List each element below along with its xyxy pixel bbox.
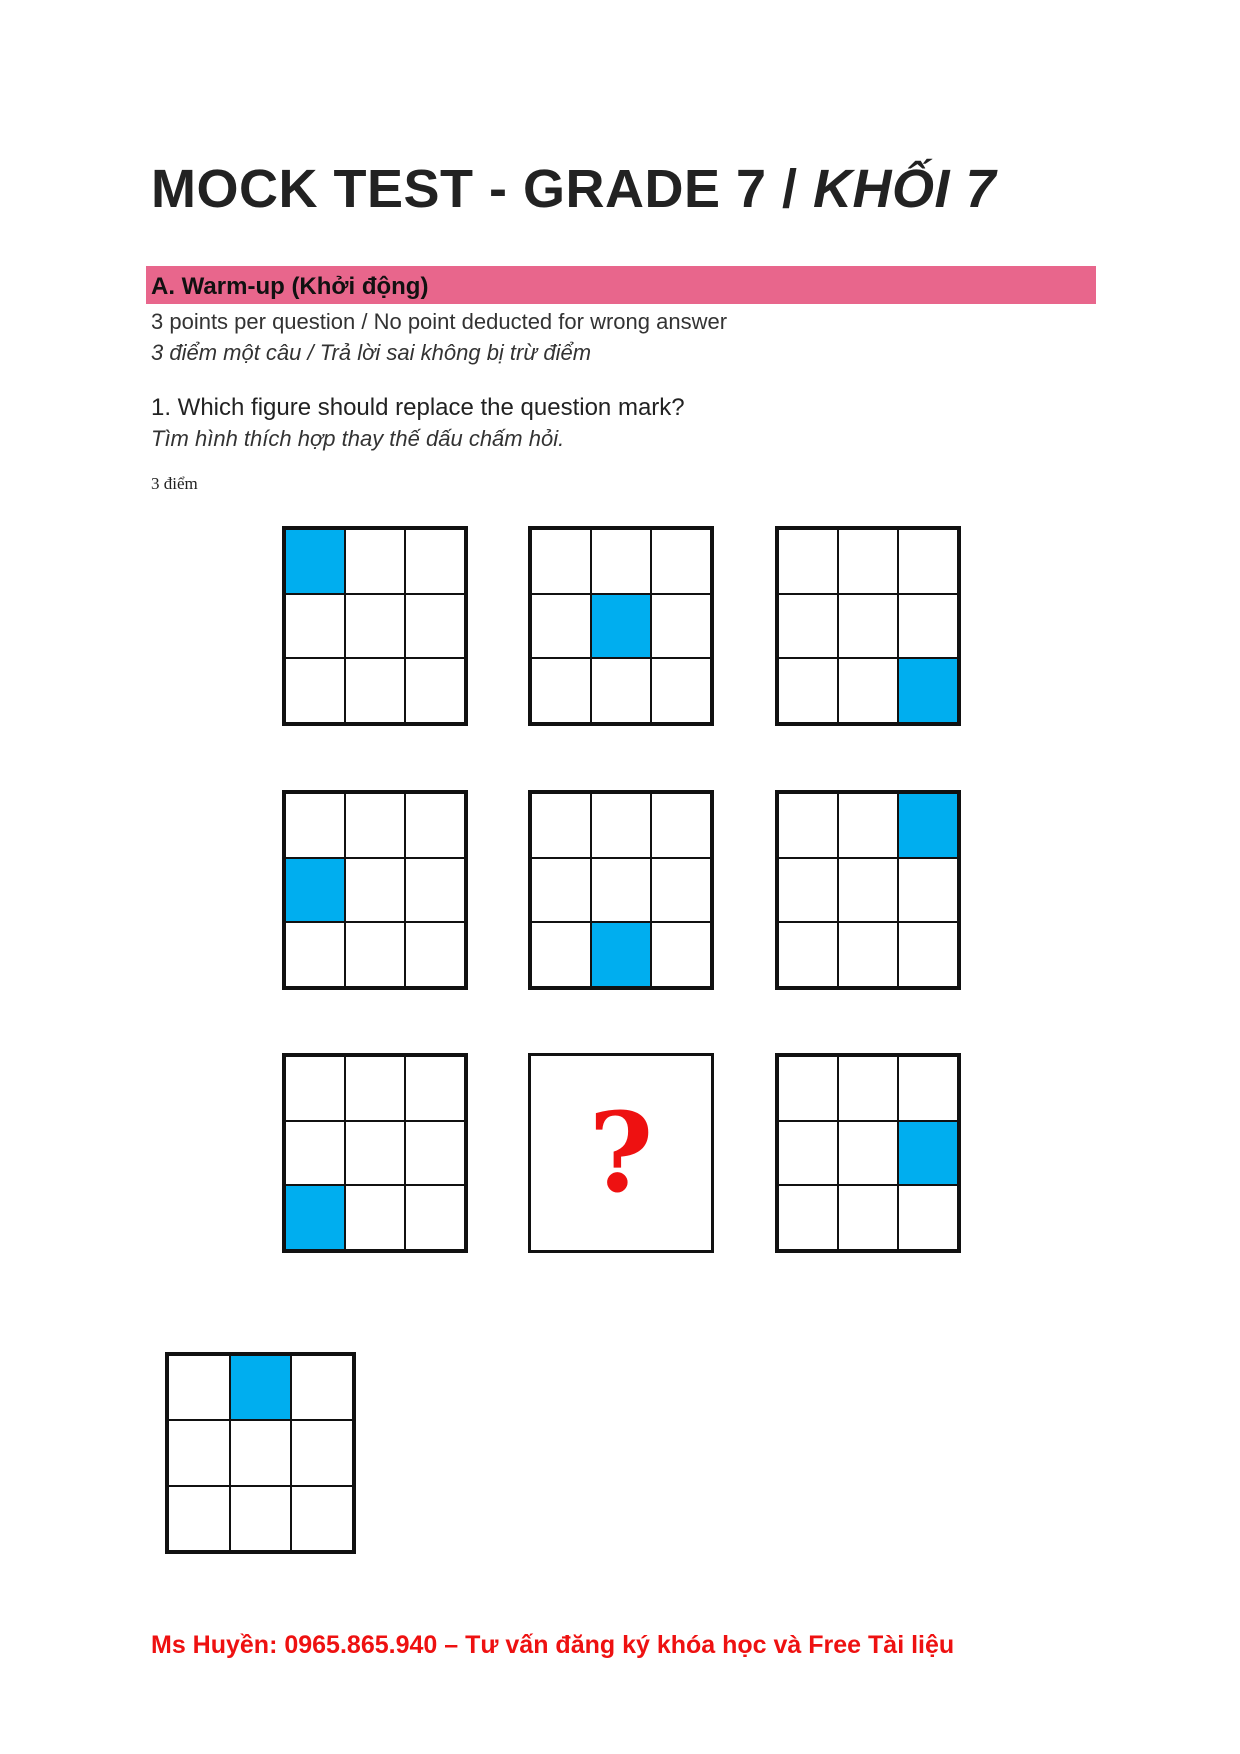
puzzle-figure-2	[528, 526, 714, 726]
points-note-en: 3 points per question / No point deducted for wrong answer	[151, 309, 728, 334]
grid-cell	[345, 594, 405, 659]
grid-cell	[345, 1056, 405, 1121]
grid-cell	[345, 922, 405, 987]
grid-cell	[285, 1121, 345, 1186]
puzzle-figure-7	[282, 1053, 468, 1253]
grid-cell	[345, 1185, 405, 1250]
grid-cell	[838, 1056, 898, 1121]
grid-cell	[838, 529, 898, 594]
grid-cell	[291, 1420, 353, 1485]
grid-cell	[838, 658, 898, 723]
grid-cell	[778, 1121, 838, 1186]
grid-cell	[405, 793, 465, 858]
grid-cell	[838, 1121, 898, 1186]
grid-cell	[405, 1185, 465, 1250]
grid-cell	[778, 1056, 838, 1121]
grid-cell	[345, 1121, 405, 1186]
grid-cell	[591, 529, 651, 594]
grid-cell	[531, 858, 591, 923]
grid-cell-filled	[591, 594, 651, 659]
page-title	[151, 158, 996, 220]
grid-cell	[898, 1056, 958, 1121]
grid-cell-filled	[285, 858, 345, 923]
puzzle-figure-1	[282, 526, 468, 726]
grid-cell	[230, 1420, 292, 1485]
puzzle-figure-9	[775, 1053, 961, 1253]
question-text: 1. Which figure should replace the question mark?	[151, 394, 685, 421]
grid-cell	[285, 1056, 345, 1121]
grid-cell	[285, 594, 345, 659]
grid-cell	[531, 922, 591, 987]
puzzle-figure-4	[282, 790, 468, 990]
puzzle-figure-3	[775, 526, 961, 726]
grid-cell	[168, 1355, 230, 1420]
grid-cell	[651, 594, 711, 659]
title-main: MOCK TEST - GRADE 7 /	[151, 159, 814, 219]
answer-option-figure[interactable]	[165, 1352, 356, 1554]
grid-cell	[345, 658, 405, 723]
grid-cell	[778, 922, 838, 987]
question-score: 3 điểm	[151, 474, 198, 493]
puzzle-figure-6	[775, 790, 961, 990]
grid-cell	[531, 594, 591, 659]
grid-cell	[591, 858, 651, 923]
question-text-vi: Tìm hình thích hợp thay thế dấu chấm hỏi.	[151, 426, 565, 451]
grid-cell	[405, 594, 465, 659]
grid-cell	[898, 529, 958, 594]
grid-cell-filled	[898, 793, 958, 858]
grid-cell	[838, 594, 898, 659]
footer-contact: Ms Huyền: 0965.865.940 – Tư vấn đăng ký khóa học và Free Tài liệu	[151, 1631, 955, 1659]
grid-cell	[778, 858, 838, 923]
points-note-vi: 3 điểm một câu / Trả lời sai không bị trừ điểm	[151, 340, 592, 365]
grid-cell-filled	[285, 529, 345, 594]
grid-cell	[405, 858, 465, 923]
grid-cell	[838, 793, 898, 858]
grid-cell	[651, 922, 711, 987]
grid-cell	[345, 529, 405, 594]
grid-cell	[291, 1355, 353, 1420]
grid-cell	[168, 1420, 230, 1485]
grid-cell	[591, 793, 651, 858]
grid-cell	[168, 1486, 230, 1551]
grid-cell	[405, 922, 465, 987]
grid-cell	[898, 1185, 958, 1250]
puzzle-figure-5	[528, 790, 714, 990]
grid-cell	[405, 1056, 465, 1121]
grid-cell	[778, 793, 838, 858]
grid-cell	[838, 858, 898, 923]
grid-cell	[651, 793, 711, 858]
question-mark: ?	[588, 1088, 654, 1217]
grid-cell	[531, 529, 591, 594]
grid-cell	[838, 922, 898, 987]
grid-cell	[651, 529, 711, 594]
grid-cell	[778, 1185, 838, 1250]
grid-cell	[778, 529, 838, 594]
section-title: A. Warm-up (Khởi động)	[151, 273, 429, 300]
grid-cell-filled	[230, 1355, 292, 1420]
grid-cell	[291, 1486, 353, 1551]
grid-cell	[778, 658, 838, 723]
grid-cell	[405, 1121, 465, 1186]
grid-cell	[531, 658, 591, 723]
grid-cell-filled	[898, 658, 958, 723]
grid-cell	[778, 594, 838, 659]
grid-cell	[345, 793, 405, 858]
grid-cell	[531, 793, 591, 858]
grid-cell	[651, 858, 711, 923]
grid-cell	[651, 658, 711, 723]
grid-cell	[898, 858, 958, 923]
grid-cell	[230, 1486, 292, 1551]
grid-cell-filled	[591, 922, 651, 987]
grid-cell	[405, 529, 465, 594]
puzzle-figure-8	[528, 1053, 714, 1253]
grid-cell	[345, 858, 405, 923]
grid-cell	[898, 594, 958, 659]
grid-cell	[591, 658, 651, 723]
grid-cell	[898, 922, 958, 987]
grid-cell-filled	[898, 1121, 958, 1186]
title-grade: KHỐI 7	[813, 159, 997, 219]
grid-cell	[838, 1185, 898, 1250]
grid-cell	[405, 658, 465, 723]
grid-cell	[285, 658, 345, 723]
grid-cell	[285, 922, 345, 987]
grid-cell	[285, 793, 345, 858]
grid-cell-filled	[285, 1185, 345, 1250]
